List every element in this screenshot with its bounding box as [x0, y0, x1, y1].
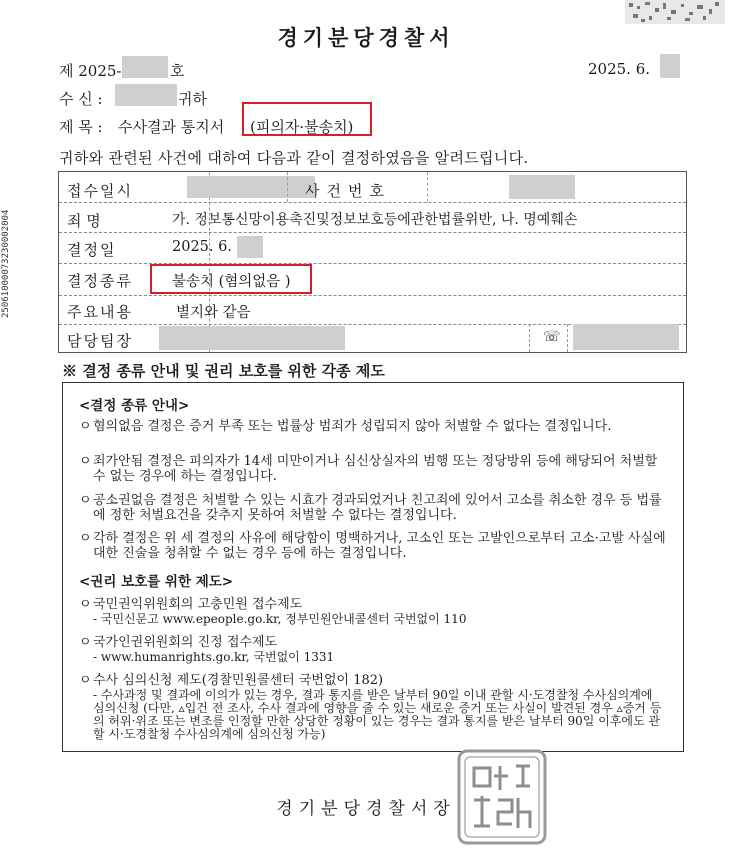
- rights-item-title: 수사 심의신청 제도(경찰민원콜센터 국번없이 182): [93, 673, 384, 688]
- redacted-date-day: [660, 54, 680, 78]
- rights-item-detail: - 수사과정 및 결과에 이의가 있는 경우, 결과 통지를 받은 날부터 90일 이내 관할 시·도경찰청 수사심의계에 심의신청 (다만, ▵입건 전 조사, 수사 결과에 영향을 줄 수 있는 새로운 증거 또는 사실이 발견된 경우 ▵증거 등의 허위·위조 또는 변조를 인정할 만한 상당한 정황이 있는 경우는 결과 통지를 받은 날부터 90일 이후에도 관할 시·도경찰청 수사심의계에 심의신청 가능): [93, 688, 662, 741]
- bullet-icon: ㅇ: [79, 673, 92, 688]
- recipient-label: 수 신 :: [59, 90, 103, 108]
- bullet-icon: ㅇ: [79, 454, 92, 469]
- cell-divider: [287, 172, 288, 202]
- official-seal-stamp: [456, 748, 548, 846]
- decision-guide-heading: <결정 종류 안내>: [79, 398, 190, 414]
- decision-type-label: 결정종류: [67, 272, 133, 290]
- main-content-value: 별지와 같음: [176, 305, 251, 321]
- rights-heading: <권리 보호를 위한 제도>: [79, 574, 234, 590]
- decision-type-value: 불송치 (혐의없음 ): [172, 274, 291, 290]
- rights-item-title: 국가인권위원회의 진정 접수제도: [93, 635, 278, 650]
- subject-main: 수사결과 통지서: [118, 118, 225, 136]
- subject-tag: (피의자·불송치): [250, 118, 354, 136]
- bullet-icon: ㅇ: [79, 419, 92, 434]
- list-item-text: 각하 결정은 위 세 결정의 사유에 해당함이 명백하거나, 고소인 또는 고발인으로부터 고소·고발 사실에 대한 진술을 청취할 수 없는 경우 등에 하는 결정입니다.: [93, 531, 666, 561]
- bullet-icon: ㅇ: [79, 597, 92, 612]
- row-divider: [59, 295, 686, 296]
- receipt-date-label: 접수일시: [67, 182, 133, 200]
- document-id-text: 25061000073230002004: [1, 209, 11, 318]
- bullet-icon: ㅇ: [79, 635, 92, 650]
- document-id-vertical: [0, 60, 12, 320]
- redacted-recipient: [115, 84, 177, 106]
- issue-date: 2025. 6.: [588, 60, 651, 78]
- redacted-decision-day: [237, 236, 263, 258]
- document-title: 경기분당경찰서: [277, 25, 455, 50]
- notice-box: [62, 382, 684, 752]
- subject-label: 제 목 :: [59, 118, 103, 136]
- officer-label: 담당팀장: [67, 332, 133, 350]
- redacted-doc-number: [122, 56, 168, 78]
- redacted-case-number: [509, 175, 575, 199]
- phone-icon: ☏: [543, 329, 561, 345]
- redacted-officer-name: [159, 326, 345, 350]
- bullet-icon: ㅇ: [79, 531, 92, 546]
- case-info-table: [58, 171, 687, 353]
- doc-number-suffix: 호: [170, 62, 185, 80]
- cell-divider: [567, 324, 568, 352]
- list-item-text: 공소권없음 결정은 처벌할 수 있는 시효가 경과되었거나 친고죄에 있어서 고소를 취소한 경우 등 법률에 정한 처벌요건을 갖추지 못하여 처벌할 수 없다는 결정입니다.: [93, 493, 662, 523]
- list-item-text: 혐의없음 결정은 증거 부족 또는 법률상 범죄가 성립되지 않아 처벌할 수 없다는 결정입니다.: [93, 419, 612, 434]
- cell-divider: [427, 172, 428, 202]
- case-number-label: 사건번호: [305, 182, 391, 200]
- charge-value: 가. 정보통신망이용촉진및정보보호등에관한법률위반, 나. 명예훼손: [172, 212, 578, 228]
- main-content-label: 주요내용: [67, 303, 133, 321]
- intro-sentence: 귀하와 관련된 사건에 대하여 다음과 같이 결정하였음을 알려드립니다.: [59, 149, 529, 167]
- redacted-receipt-date: [187, 176, 315, 198]
- qr-code-image: [625, 0, 725, 24]
- charge-label: 죄 명: [67, 212, 101, 230]
- recipient-suffix: 귀하: [178, 90, 207, 108]
- rights-item-title: 국민권익위원회의 고충민원 접수제도: [93, 597, 303, 612]
- decision-date-label: 결정일: [67, 241, 117, 259]
- list-item-text: 죄가안됨 결정은 피의자가 14세 미만이거나 심신상실자의 범행 또는 정당방위 등에 해당되어 처벌할 수 없는 경우에 하는 결정입니다.: [93, 454, 658, 484]
- decision-date-value: 2025. 6.: [172, 239, 232, 255]
- rights-item-detail: - www.humanrights.go.kr, 국번없이 1331: [93, 650, 335, 664]
- row-divider: [59, 232, 686, 233]
- cell-divider: [529, 324, 530, 352]
- issuer-signature: 경기분당경찰서장: [276, 799, 456, 819]
- bullet-icon: ㅇ: [79, 493, 92, 508]
- rights-item-detail: - 국민신문고 www.epeople.go.kr, 정부민원안내콜센터 국번없이 110: [93, 612, 467, 626]
- table-divider: [209, 172, 210, 352]
- doc-number-prefix: 제 2025-: [59, 62, 122, 80]
- redacted-phone-number: [573, 324, 679, 350]
- row-divider: [59, 202, 686, 203]
- notice-heading: ※ 결정 종류 안내 및 권리 보호를 위한 각종 제도: [62, 362, 385, 380]
